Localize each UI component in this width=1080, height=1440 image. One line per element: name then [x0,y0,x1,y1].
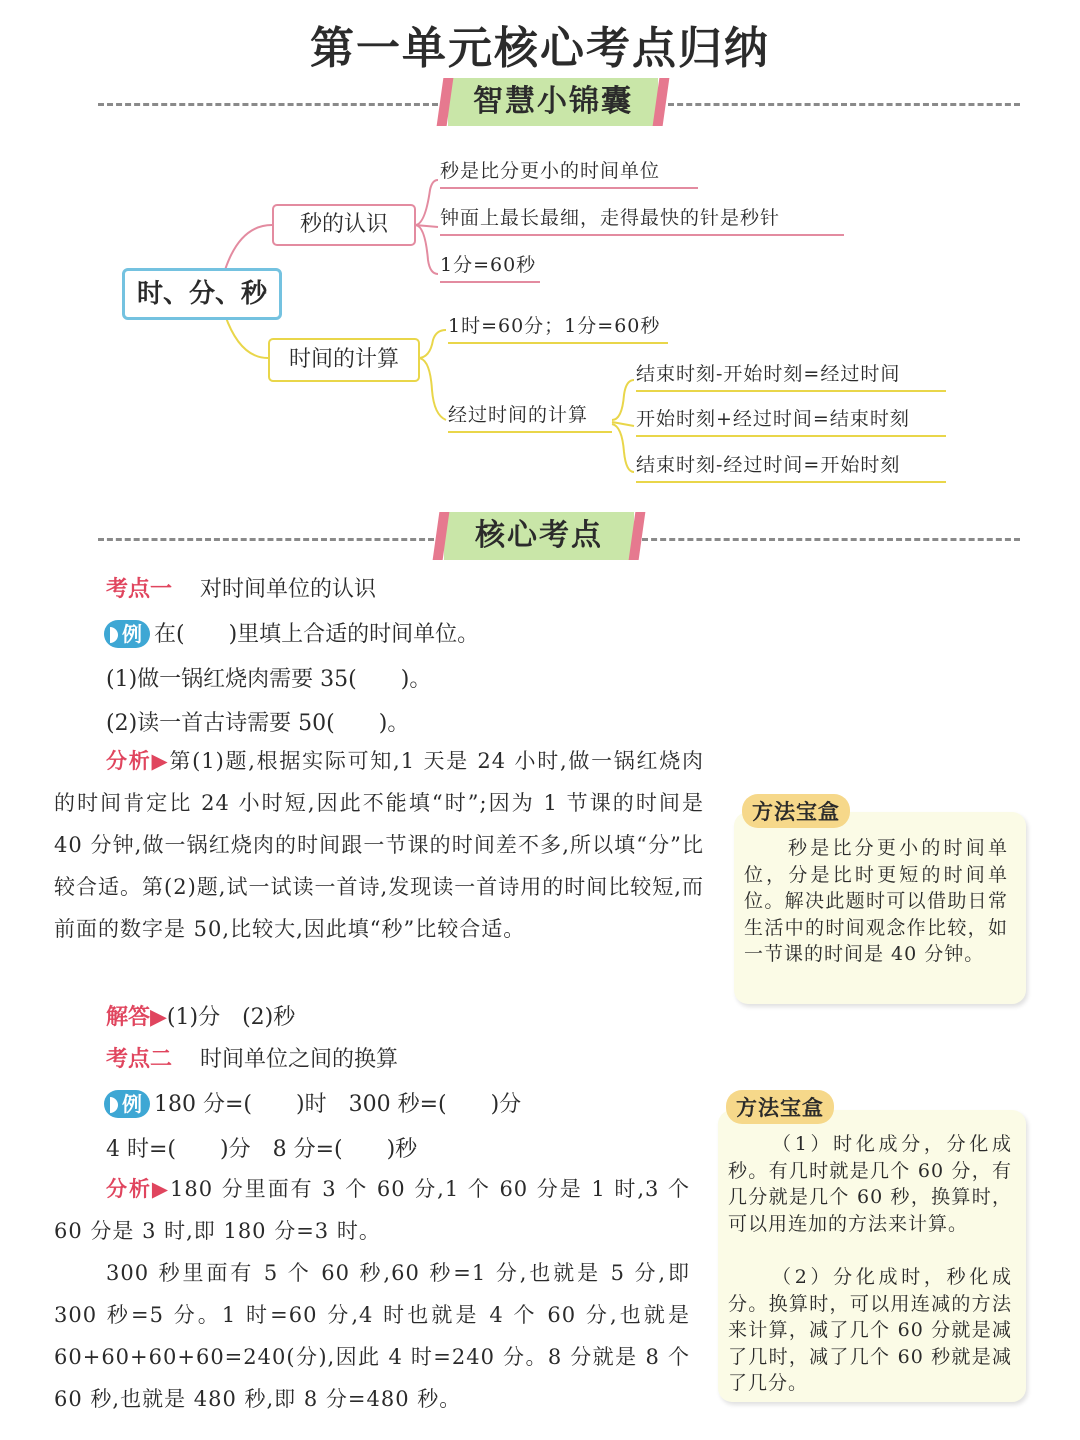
example-text: 180 分=( )时 300 秒=( )分 [154,1092,522,1117]
mindmap-leaf: 1分=60秒 [440,250,540,283]
mindmap-leaf: 钟面上最长最细，走得最快的针是秒针 [440,203,844,236]
answer-label: 解答▶ [106,1005,167,1030]
method-box-text: （2）分化成时，秒化成分。换算时，可以用连减的方法来计算，减了几个 60 分就是减了几时，减了几个 60 秒就是减了几分。 [728,1266,1012,1394]
kp2-label: 考点二 [106,1047,173,1072]
kp1-title: 对时间单位的认识 [200,577,377,602]
kp1-question-2: (2)读一首古诗需要 50( )。 [106,711,410,736]
mindmap-node-second: 秒的认识 [272,204,416,246]
divider-left [98,103,438,106]
banner-key-points: 核心考点 [444,512,634,560]
method-box-text: 秒是比分更小的时间单位，分是比时更短的时间单位。解决此题时可以借助日常生活中的时间观念作比较，如一节课的时间是 40 分钟。 [744,837,1008,965]
method-box-tag: 方法宝盒 [742,794,850,828]
mindmap-root: 时、分、秒 [122,268,282,320]
mindmap-leaf: 结束时刻-开始时刻=经过时间 [636,359,946,392]
example-text: 在( )里填上合适的时间单位。 [154,622,480,647]
mindmap-subnode: 经过时间的计算 [448,400,612,433]
kp1-heading [106,572,376,603]
mindmap-leaf: 开始时刻+经过时间=结束时刻 [636,404,946,437]
kp2-title: 时间单位之间的换算 [200,1047,399,1072]
answer-text: (1)分 (2)秒 [166,1005,296,1030]
example-tag: 例 [104,1090,150,1118]
kp2-example [104,1087,521,1118]
analysis-text: 180 分里面有 3 个 60 分,1 个 60 分是 1 时,3 个 60 分是 3 时,即 180 分=3 时。 [54,1177,691,1243]
divider-right [668,103,1020,106]
kp2-example-line2: 4 时=( )分 8 分=( )秒 [106,1137,418,1162]
banner-tips: 智慧小锦囊 [448,78,658,126]
page-title: 第一单元核心考点归纳 [310,23,770,74]
kp1-analysis [54,740,704,950]
analysis-label: 分析▶ [106,1177,171,1201]
kp1-example [104,617,479,648]
mindmap-leaf: 秒是比分更小的时间单位 [440,156,698,189]
kp1-label: 考点一 [106,577,173,602]
kp2-analysis [54,1168,690,1252]
kp1-answer [106,1000,295,1031]
kp2-analysis-2: 300 秒里面有 5 个 60 秒,60 秒=1 分,也就是 5 分,即 300 秒=5 分。1 时=60 分,4 时也就是 4 个 60 分,也就是 60+60+60+60=240(分),因此 4 时=240 分。8 分就是 8 个 60 秒,也就是 480 秒,即 8 分=480 秒。 [54,1261,690,1411]
mindmap-node-calculation: 时间的计算 [268,338,420,382]
analysis-text: 第(1)题,根据实际可知,1 天是 24 小时,做一锅红烧肉的时间肯定比 24 小时短,因此不能填“时”;因为 1 节课的时间是 40 分钟,做一锅红烧肉的时间跟一节课的时间差不多,所以填“分”比较合适。第(2)题,试一试读一首诗,发现读一首诗用的时间比较短,而前面的数字是 50,比较大,因此填“秒”比较合适。 [54,749,704,941]
analysis-label: 分析▶ [106,749,170,773]
kp1-question-1: (1)做一锅红烧肉需要 35( )。 [106,667,432,692]
method-box-tag: 方法宝盒 [726,1090,834,1124]
mindmap-leaf: 结束时刻-经过时间=开始时刻 [636,450,946,483]
example-tag: 例 [104,620,150,648]
kp2-heading [106,1042,398,1073]
divider-left [98,538,434,541]
mindmap-leaf: 1时=60分；1分=60秒 [448,311,668,344]
divider-right [642,538,1020,541]
method-box-text: （1）时化成分，分化成秒。有几时就是几个 60 分，有几分就是几个 60 秒，换算时，可以用连加的方法来计算。 [728,1133,1012,1235]
